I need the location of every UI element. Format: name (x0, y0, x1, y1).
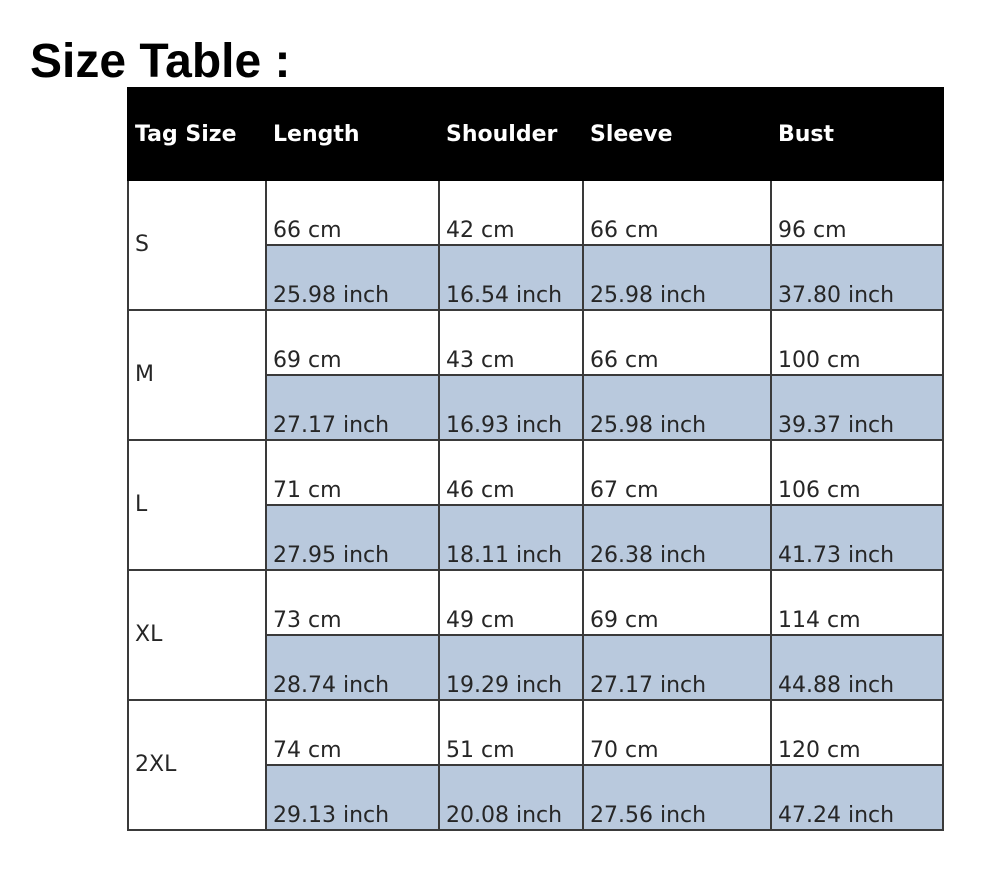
length-cm-cell: 66 cm (266, 180, 439, 245)
tag-size-cell: L (128, 440, 266, 570)
header-sleeve: Sleeve (583, 88, 771, 180)
sleeve-inch-cell: 25.98 inch (583, 375, 771, 440)
length-cm-cell: 69 cm (266, 310, 439, 375)
header-length: Length (266, 88, 439, 180)
shoulder-cm-cell: 42 cm (439, 180, 583, 245)
bust-cm-cell: 106 cm (771, 440, 943, 505)
length-cm-cell: 71 cm (266, 440, 439, 505)
table-row-cm (128, 700, 943, 765)
bust-inch-cell: 44.88 inch (771, 635, 943, 700)
shoulder-inch-cell: 18.11 inch (439, 505, 583, 570)
sleeve-cm-cell: 70 cm (583, 700, 771, 765)
bust-cm-cell: 114 cm (771, 570, 943, 635)
bust-cm-cell: 100 cm (771, 310, 943, 375)
shoulder-inch-cell: 19.29 inch (439, 635, 583, 700)
header-bust: Bust (771, 88, 943, 180)
page-title: Size Table : (30, 35, 291, 88)
sleeve-cm-cell: 66 cm (583, 180, 771, 245)
sleeve-inch-cell: 26.38 inch (583, 505, 771, 570)
header-shoulder: Shoulder (439, 88, 583, 180)
sleeve-cm-cell: 66 cm (583, 310, 771, 375)
bust-inch-cell: 47.24 inch (771, 765, 943, 830)
sleeve-inch-cell: 25.98 inch (583, 245, 771, 310)
header-tag-size: Tag Size (128, 88, 266, 180)
header-row (128, 88, 943, 180)
table-row-cm (128, 440, 943, 505)
tag-size-cell: 2XL (128, 700, 266, 830)
sleeve-inch-cell: 27.17 inch (583, 635, 771, 700)
length-inch-cell: 29.13 inch (266, 765, 439, 830)
bust-cm-cell: 120 cm (771, 700, 943, 765)
length-inch-cell: 27.17 inch (266, 375, 439, 440)
bust-inch-cell: 37.80 inch (771, 245, 943, 310)
shoulder-inch-cell: 16.93 inch (439, 375, 583, 440)
sleeve-inch-cell: 27.56 inch (583, 765, 771, 830)
size-table (127, 87, 944, 831)
table-row-cm (128, 180, 943, 245)
sleeve-cm-cell: 67 cm (583, 440, 771, 505)
table-row-cm (128, 310, 943, 375)
tag-size-cell: S (128, 180, 266, 310)
bust-inch-cell: 41.73 inch (771, 505, 943, 570)
shoulder-cm-cell: 46 cm (439, 440, 583, 505)
length-cm-cell: 74 cm (266, 700, 439, 765)
bust-cm-cell: 96 cm (771, 180, 943, 245)
length-inch-cell: 28.74 inch (266, 635, 439, 700)
tag-size-cell: M (128, 310, 266, 440)
sleeve-cm-cell: 69 cm (583, 570, 771, 635)
tag-size-cell: XL (128, 570, 266, 700)
shoulder-inch-cell: 20.08 inch (439, 765, 583, 830)
table-row-cm (128, 570, 943, 635)
length-cm-cell: 73 cm (266, 570, 439, 635)
length-inch-cell: 25.98 inch (266, 245, 439, 310)
bust-inch-cell: 39.37 inch (771, 375, 943, 440)
shoulder-cm-cell: 51 cm (439, 700, 583, 765)
shoulder-inch-cell: 16.54 inch (439, 245, 583, 310)
shoulder-cm-cell: 43 cm (439, 310, 583, 375)
shoulder-cm-cell: 49 cm (439, 570, 583, 635)
length-inch-cell: 27.95 inch (266, 505, 439, 570)
